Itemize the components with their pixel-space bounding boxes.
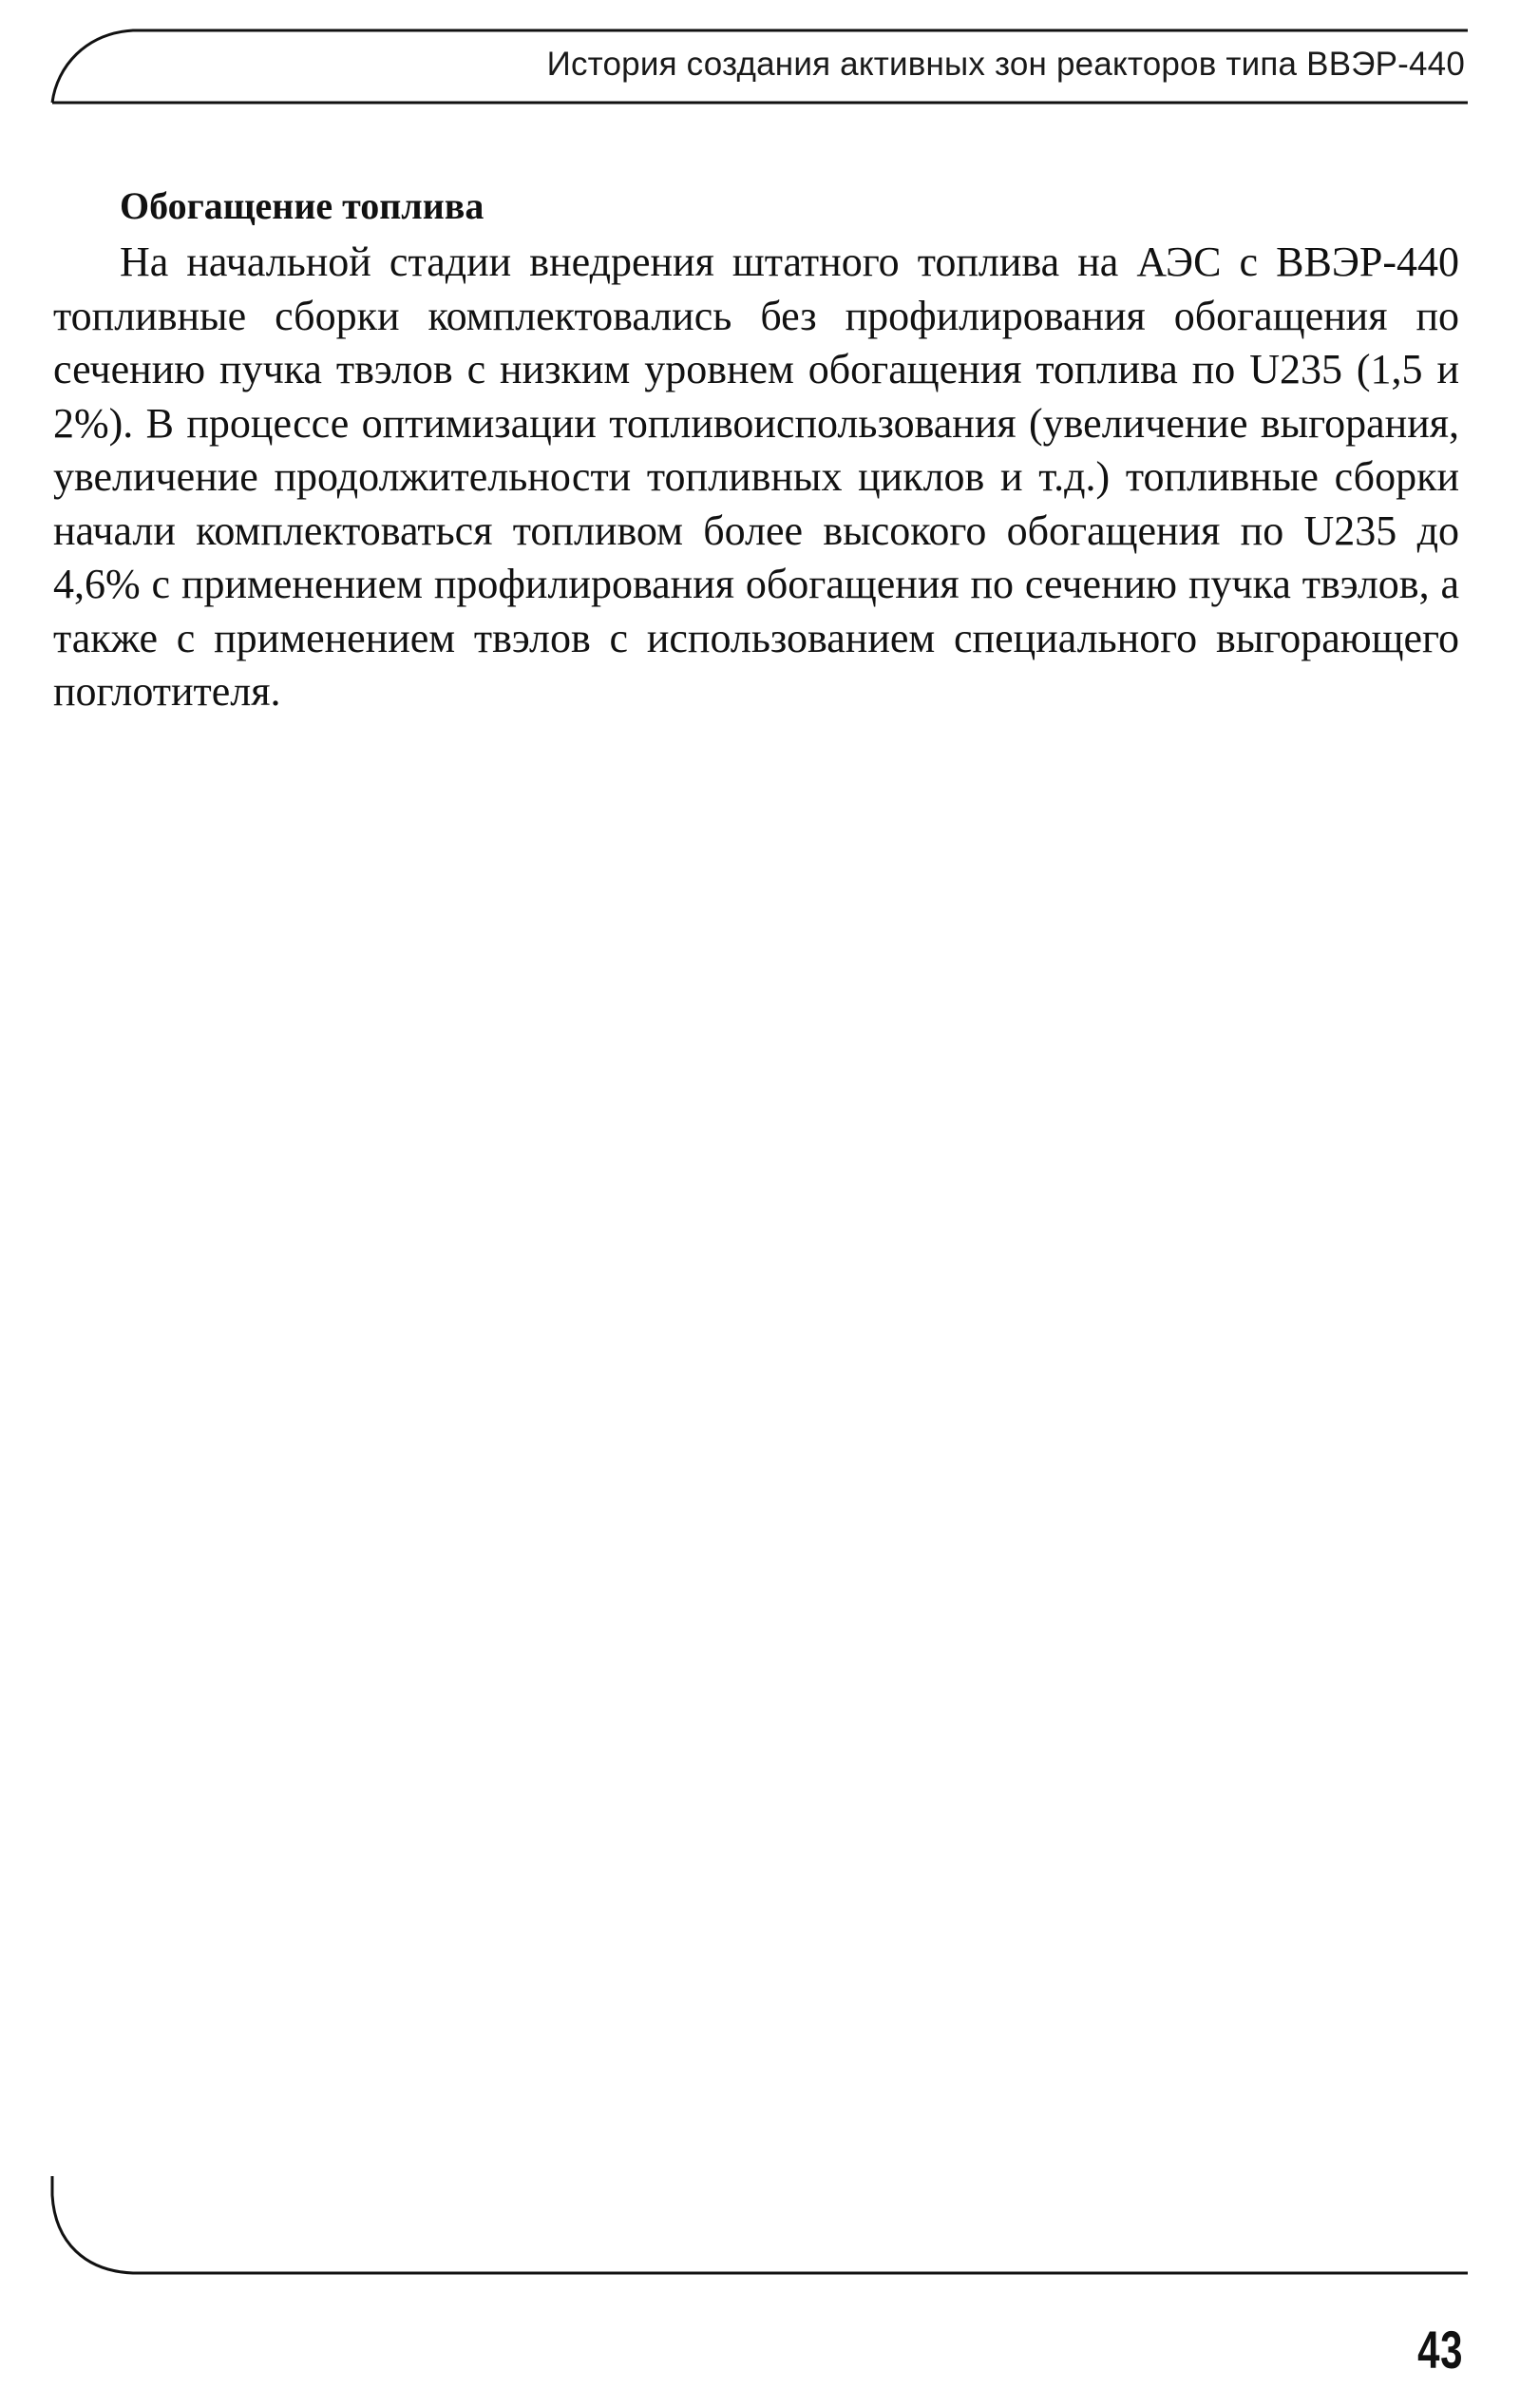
footer-frame-rule [0, 2176, 1520, 2300]
section-heading: Обогащение топлива [120, 184, 484, 227]
body-paragraph: На начальной стадии внедрения штатного топлива на АЭС с ВВЭР-440 топливные сборки комплектовались без профилирования обогащения по сечению пучка твэлов с низким уровнем обогащения топлива по U235 (1,5 и 2%). В процессе оптимизации топливоиспользования (увеличение выгорания, увеличение продолжительности топливных циклов и т.д.) топливные сборки начали комплектоваться топливом более высокого обогащения по U235 до 4,6% с применением профилирования обогащения по сечению пучка твэлов, а также с применением твэлов с использованием специального выгорающего поглотителя. [53, 239, 1459, 715]
running-header-title: История создания активных зон реакторов типа ВВЭР-440 [546, 46, 1465, 83]
page-number: 43 [1416, 2320, 1463, 2379]
page-body [53, 181, 1459, 719]
